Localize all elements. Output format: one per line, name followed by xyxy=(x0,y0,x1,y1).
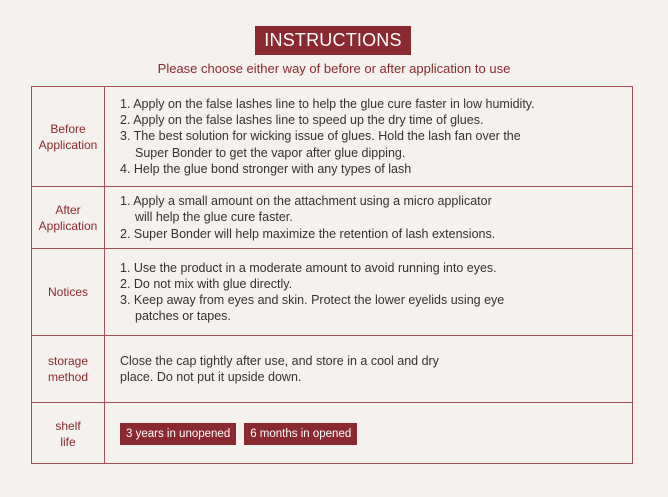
row-label-after-application: After Application xyxy=(32,187,105,249)
row-content-storage-method xyxy=(105,336,632,403)
instruction-line: Super Bonder to get the vapor after glue dipping. xyxy=(135,145,406,160)
row-label-notices: Notices xyxy=(32,249,105,336)
instructions-table xyxy=(31,86,633,464)
instruction-line: patches or tapes. xyxy=(135,309,231,324)
shelf-life-opened-badge: 6 months in opened xyxy=(244,423,357,445)
instruction-line: 2. Do not mix with glue directly. xyxy=(120,276,293,291)
row-label-shelf-life: shelf life xyxy=(32,403,105,464)
shelf-life-unopened-badge: 3 years in unopened xyxy=(120,423,236,445)
instruction-line: 2. Apply on the false lashes line to speed up the dry time of glues. xyxy=(120,113,484,128)
row-content-notices xyxy=(105,249,632,336)
instruction-line: 1. Apply on the false lashes line to help the glue cure faster in low humidity. xyxy=(120,96,535,111)
instruction-line: 3. The best solution for wicking issue of glues. Hold the lash fan over the xyxy=(120,129,521,144)
instruction-line: 3. Keep away from eyes and skin. Protect the lower eyelids using eye xyxy=(120,293,505,307)
instruction-line: 1. Apply a small amount on the attachment using a micro applicator xyxy=(120,194,492,209)
row-label-storage-method: storage method xyxy=(32,336,105,403)
instruction-line: place. Do not put it upside down. xyxy=(120,370,302,384)
row-content-before-application xyxy=(105,87,632,187)
instruction-line: Close the cap tightly after use, and store in a cool and dry xyxy=(120,353,439,368)
instruction-line: 4. Help the glue bond stronger with any types of lash xyxy=(120,161,412,176)
instruction-line: 1. Use the product in a moderate amount to avoid running into eyes. xyxy=(120,260,497,275)
instruction-line: 2. Super Bonder will help maximize the retention of lash extensions. xyxy=(120,226,496,241)
row-content-shelf-life xyxy=(105,403,632,464)
row-content-after-application xyxy=(105,187,632,249)
page-subtitle: Please choose either way of before or after application to use xyxy=(157,61,511,76)
page-title: INSTRUCTIONS xyxy=(255,26,411,55)
row-label-before-application: Before Application xyxy=(32,87,105,187)
instruction-line: will help the glue cure faster. xyxy=(135,210,293,225)
